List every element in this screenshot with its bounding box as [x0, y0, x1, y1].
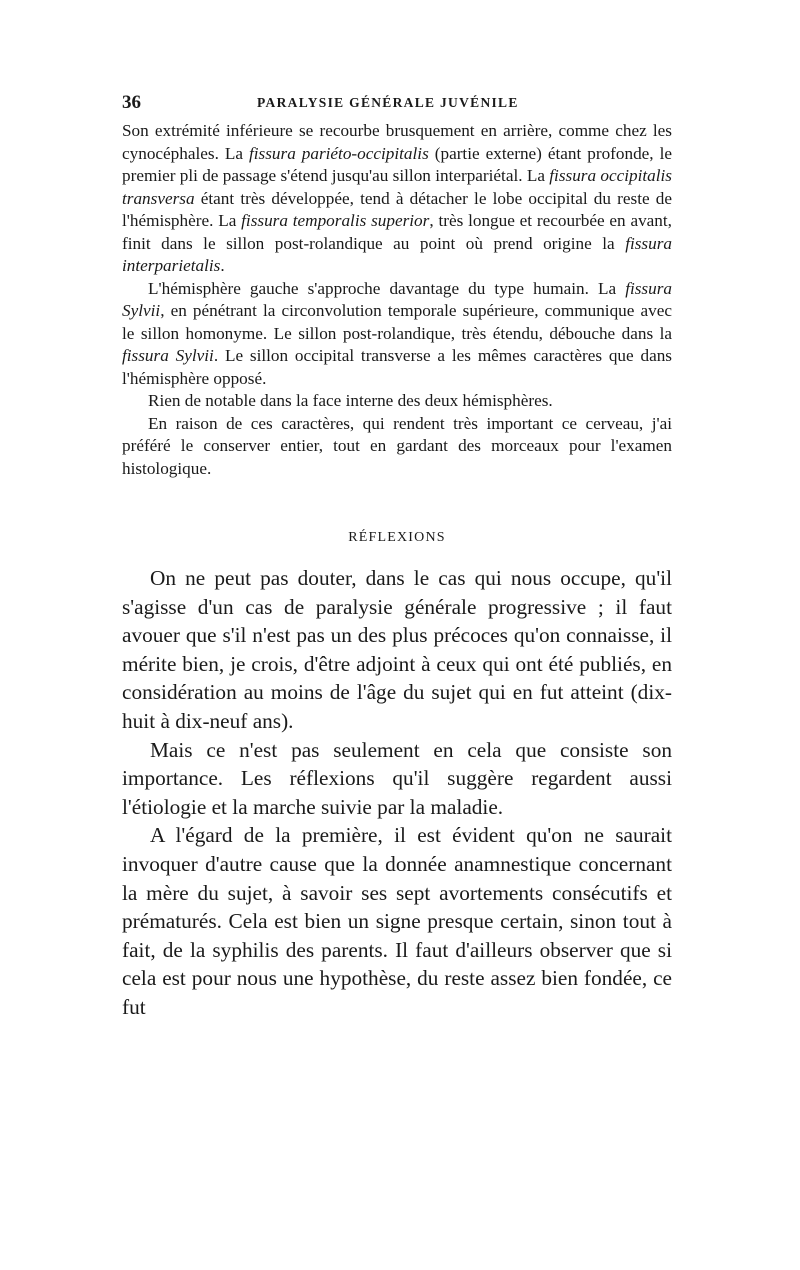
- text-run: , en pénétrant la circonvolution temporale supérieure, communique avec le sillon homonyme. Le sillon post-rolandique, très étendu, débouche dans la: [122, 301, 672, 343]
- text-run: étant très développée, tend à détacher le lobe occipital du reste de l'hémisphère. La: [122, 188, 672, 230]
- reflexions-paragraph-3: A l'égard de la première, il est évident qu'on ne saurait invoquer d'autre cause que la donnée anamnestique concernant la mère du sujet, à savoir ses sept avortements consécutifs et prématurés. Cela est bien un signe presque certain, sinon tout à fait, de la syphilis des parents. Il faut d'ailleurs observer que si cela est pour nous une hypothèse, du reste assez bien fondée, ce fut: [122, 823, 672, 1019]
- text-run: L'hémisphère gauche s'approche davantage du type humain. La: [148, 278, 626, 298]
- italic-term: fissura Sylvii: [122, 278, 672, 320]
- reflexions-body: [122, 564, 672, 1022]
- conservation-paragraph: En raison de ces caractères, qui rendent très important ce cerveau, j'ai préféré le conserver entier, tout en gardant des morceaux pour l'examen histologique.: [122, 413, 672, 478]
- book-page: [122, 92, 672, 1022]
- italic-term: fissura pariéto-occipitalis: [248, 143, 429, 163]
- text-run: , très longue et recourbée en avant, finit dans le sillon post-rolandique au point où prend origine la: [122, 211, 672, 253]
- case-description: [122, 120, 672, 480]
- running-title: PARALYSIE GÉNÉRALE JUVÉNILE: [257, 95, 519, 110]
- text-run: .: [220, 256, 225, 275]
- italic-term: fissura temporalis superior: [241, 211, 430, 230]
- text-run: Son extrémité inférieure se recourbe brusquement en arrière, comme chez les cynocéphales. La: [122, 121, 672, 163]
- internal-face-paragraph: Rien de notable dans la face interne des deux hémisphères.: [148, 391, 553, 410]
- reflexions-paragraph-1: On ne peut pas douter, dans le cas qui nous occupe, qu'il s'agisse d'un cas de paralysie générale progressive ; il faut avouer que s'il n'est pas un des plus précoces qu'on connaisse, il mérite bien, je crois, d'être adjoint à ceux qui ont été publiés, en considération au moins de l'âge du sujet qui en fut atteint (dix-huit à dix-neuf ans).: [122, 566, 672, 733]
- reflexions-paragraph-2: Mais ce n'est pas seulement en cela que consiste son importance. Les réflexions qu'il suggère regardent aussi l'étiologie et la marche suivie par la maladie.: [122, 737, 672, 819]
- left-hemisphere-paragraph: [122, 278, 672, 391]
- text-run: (partie externe) étant profonde, le premier pli de passage s'étend jusqu'au sillon interpariétal. La: [122, 143, 672, 185]
- page-number: 36: [122, 92, 141, 113]
- italic-term: fissura Sylvii: [122, 346, 214, 365]
- section-title: RÉFLEXIONS: [348, 530, 446, 545]
- page-header: [122, 92, 672, 120]
- intro-paragraph: [122, 120, 672, 278]
- italic-term: fissura interparietalis: [122, 233, 672, 275]
- text-run: . Le sillon occipital transverse a les mêmes caractères que dans l'hémisphère opposé.: [122, 346, 672, 388]
- italic-term: fissura occipitalis transversa: [122, 166, 672, 208]
